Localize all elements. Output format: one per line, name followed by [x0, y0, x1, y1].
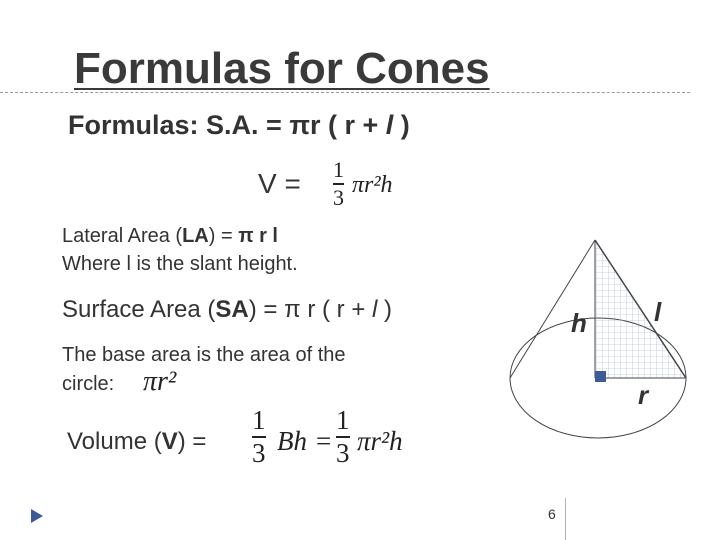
volume-expression-2: πr²h: [357, 426, 403, 456]
surface-abbrev: SA: [215, 296, 249, 323]
volume-fraction-2: [336, 405, 350, 469]
surface-text-a: Surface Area (: [62, 296, 216, 323]
surface-text-c: ) = π r ( r +: [248, 296, 372, 323]
radius-label: r: [638, 380, 649, 410]
fraction-denominator: 3: [336, 437, 350, 468]
lateral-text-c: ) =: [208, 225, 239, 247]
volume-fraction-1: [252, 405, 266, 469]
height-label: h: [571, 308, 587, 338]
lateral-formula: π r l: [238, 225, 278, 247]
page-number: 6: [548, 506, 556, 522]
surface-area-line: [62, 296, 392, 324]
volume-label: V =: [258, 168, 301, 199]
nav-arrow-icon[interactable]: [30, 508, 44, 524]
volume-equals: =: [316, 426, 332, 456]
formulas-rest: r ( r +: [309, 110, 386, 140]
fraction-denominator: 3: [252, 437, 266, 468]
slant-symbol: l: [385, 110, 394, 140]
lateral-abbrev: LA: [182, 225, 209, 247]
fraction-numerator: 1: [333, 157, 344, 182]
base-area-line2: circle:: [62, 373, 115, 395]
volume-text-c: ) =: [177, 428, 207, 455]
slant-height-note: Where l is the slant height.: [62, 253, 298, 275]
formulas-line: [68, 110, 410, 141]
volume-line: [67, 428, 206, 456]
fraction-numerator: 1: [336, 405, 350, 435]
slant-label: l: [654, 297, 662, 327]
right-angle-marker: [595, 371, 606, 382]
base-area-formula: πr²: [143, 366, 177, 397]
title-divider: [0, 92, 690, 93]
footer-divider: [565, 498, 566, 540]
base-area-line1: The base area is the area of the: [62, 344, 346, 366]
slide-title: Formulas for Cones: [74, 44, 490, 93]
lateral-area-line: [62, 225, 278, 248]
pi-symbol: π: [289, 110, 310, 140]
volume-abbrev: V: [161, 428, 178, 455]
surface-slant: l: [372, 296, 378, 323]
formulas-prefix: Formulas: S.A. =: [68, 110, 290, 140]
volume-expression: πr²h: [352, 172, 393, 198]
fraction-numerator: 1: [252, 405, 266, 435]
volume-text-a: Volume (: [67, 428, 162, 455]
lateral-text-a: Lateral Area (: [62, 225, 183, 247]
surface-text-e: ): [377, 296, 393, 323]
fraction-denominator: 3: [333, 184, 344, 210]
volume-bh: Bh: [277, 426, 307, 456]
cone-diagram: [500, 230, 700, 440]
volume-fraction: [333, 157, 344, 211]
formulas-close: ): [393, 110, 410, 140]
